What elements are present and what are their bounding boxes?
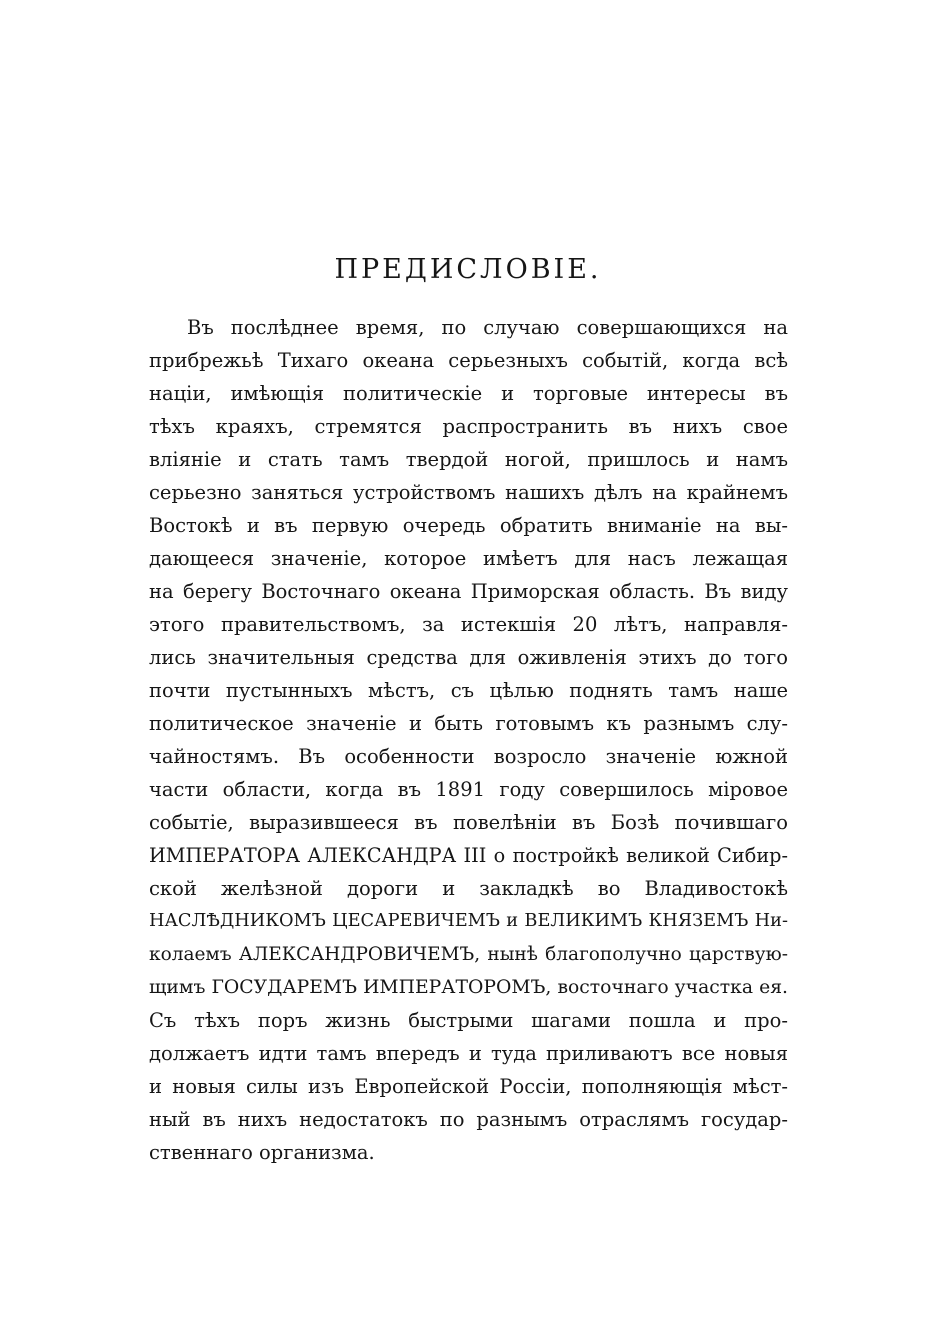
text-line: и новыя силы изъ Европейской Россіи, пополняющія мѣст- xyxy=(149,1075,788,1098)
text-line: серьезно заняться устройствомъ нашихъ дѣлъ на крайнемъ xyxy=(149,481,788,504)
page-title: ПРЕДИСЛОВІЕ. xyxy=(334,254,602,285)
text-line: Востокѣ и въ первую очередь обратить вниманіе на вы- xyxy=(149,514,788,537)
text-line: ской желѣзной дороги и закладкѣ во Владивостокѣ xyxy=(149,877,788,900)
text-line: тѣхъ краяхъ, стремятся распространить въ нихъ свое xyxy=(149,415,788,438)
text-line: должаетъ идти тамъ впередъ и туда приливаютъ все новыя xyxy=(149,1042,788,1065)
text-line: событіе, выразившееся въ повелѣніи въ Бозѣ почившаго xyxy=(149,811,788,834)
text-line: политическое значеніе и быть готовымъ къ разнымъ слу- xyxy=(149,712,788,735)
text-line: чайностямъ. Въ особенности возросло значеніе южной xyxy=(149,745,788,768)
text-line: щимъ ГОСУДАРЕМЪ ИМПЕРАТОРОМЪ, восточнаго участка ея. xyxy=(149,977,788,998)
text-line: лись значительныя средства для оживленія этихъ до того xyxy=(149,646,788,669)
text-line: ный въ нихъ недостатокъ по разнымъ отраслямъ государ- xyxy=(149,1108,788,1131)
preface-paragraph xyxy=(149,311,788,1169)
text-line: колаемъ АЛЕКСАНДРОВИЧЕМЪ, нынѣ благополучно царствую- xyxy=(149,944,788,965)
text-line: Съ тѣхъ поръ жизнь быстрыми шагами пошла и про- xyxy=(149,1009,788,1032)
text-line: дающееся значеніе, которое имѣетъ для насъ лежащая xyxy=(149,547,788,570)
text-line: Въ послѣднее время, по случаю совершающихся на xyxy=(187,316,788,339)
text-line: НАСЛѢДНИКОМЪ ЦЕСАРЕВИЧЕМЪ и ВЕЛИКИМЪ КНЯЗЕМЪ Ни- xyxy=(149,911,788,931)
text-line: прибрежьѣ Тихаго океана серьезныхъ событій, когда всѣ xyxy=(149,349,788,372)
text-line: ственнаго организма. xyxy=(149,1141,375,1164)
text-line: части области, когда въ 1891 году совершилось міровое xyxy=(149,778,788,801)
text-line: ИМПЕРАТОРА АЛЕКСАНДРА III о постройкѣ великой Сибир- xyxy=(149,844,788,867)
text-line: почти пустынныхъ мѣстъ, съ цѣлью поднять тамъ наше xyxy=(149,679,788,702)
text-line: этого правительствомъ, за истекшія 20 лѣтъ, направля- xyxy=(149,613,788,636)
text-line: вліяніе и стать тамъ твердой ногой, пришлось и намъ xyxy=(149,448,788,471)
text-line: на берегу Восточнаго океана Приморская область. Въ виду xyxy=(149,580,788,603)
text-line: націи, имѣющія политическіе и торговые интересы въ xyxy=(149,382,788,405)
